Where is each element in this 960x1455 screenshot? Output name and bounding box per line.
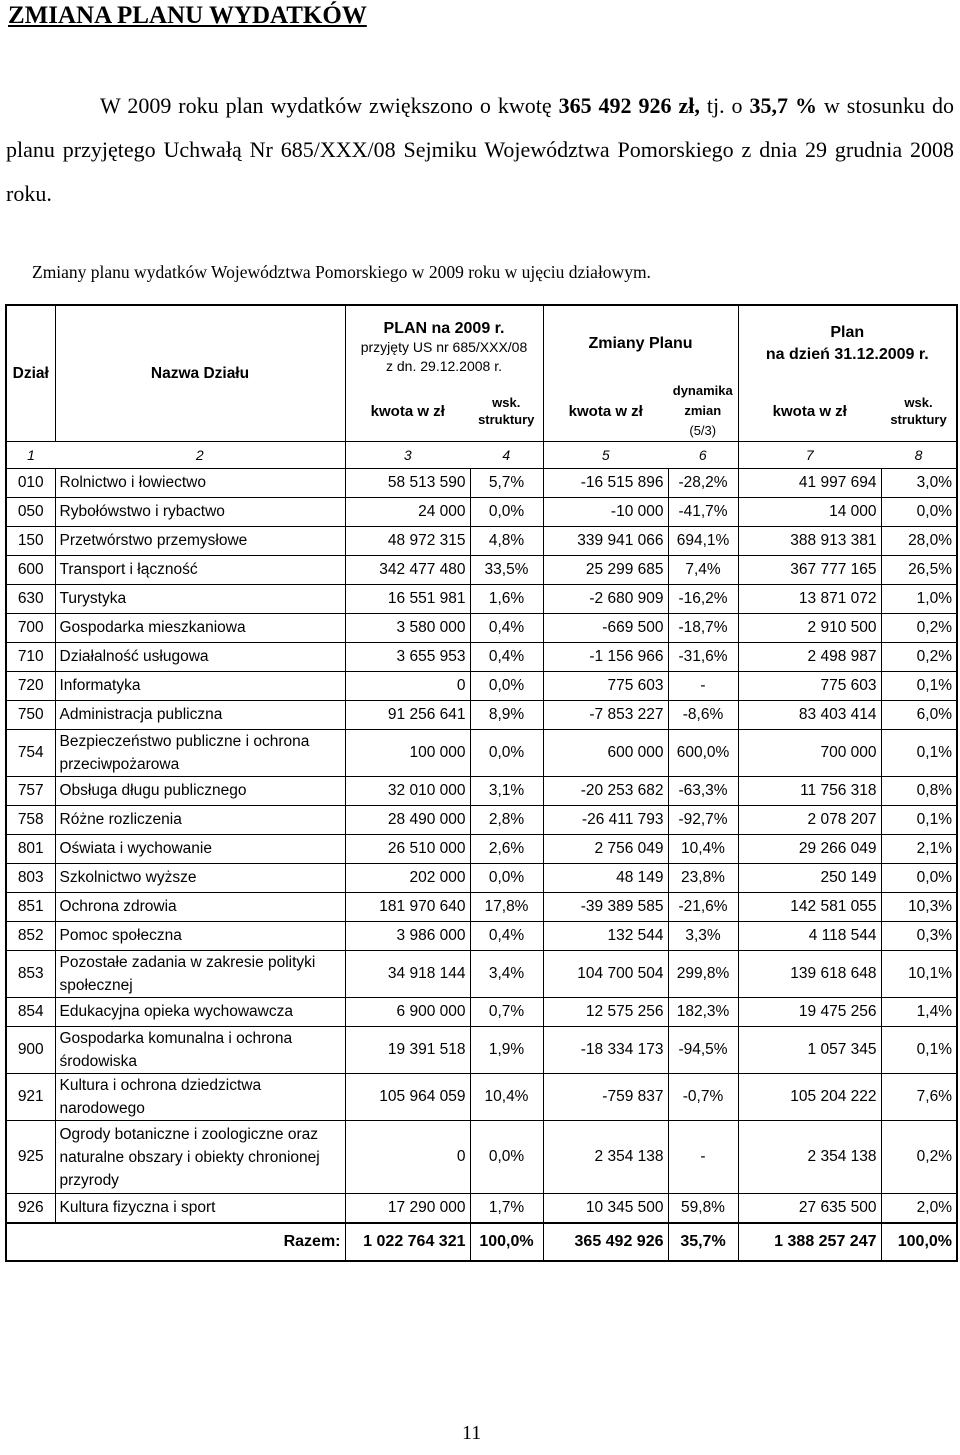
row-plan: 32 010 000	[345, 777, 470, 806]
row-wsk: 1,7%	[470, 1194, 543, 1224]
row-dzial: 900	[6, 1027, 55, 1074]
table-row	[6, 701, 957, 730]
row-plan-end: 14 000	[738, 498, 881, 527]
total-dyn: 35,7%	[668, 1223, 738, 1261]
row-dzial: 750	[6, 701, 55, 730]
row-wsk: 0,4%	[470, 614, 543, 643]
row-nazwa: Pozostałe zadania w zakresie polityki społecznej	[55, 951, 345, 998]
row-dzial: 926	[6, 1194, 55, 1224]
table-row	[6, 527, 957, 556]
row-dzial: 854	[6, 998, 55, 1027]
table-row	[6, 864, 957, 893]
row-wsk: 10,4%	[470, 1074, 543, 1121]
row-plan: 24 000	[345, 498, 470, 527]
table-row	[6, 1194, 957, 1224]
header-wsk-2-line1: wsk.	[904, 395, 933, 410]
row-dynamika: -0,7%	[668, 1074, 738, 1121]
table-row	[6, 469, 957, 498]
table-row	[6, 893, 957, 922]
row-wsk-end: 7,6%	[881, 1074, 957, 1121]
row-wsk-end: 28,0%	[881, 527, 957, 556]
row-nazwa: Gospodarka komunalna i ochrona środowiska	[55, 1027, 345, 1074]
row-dzial: 757	[6, 777, 55, 806]
row-plan: 17 290 000	[345, 1194, 470, 1224]
row-nazwa: Obsługa długu publicznego	[55, 777, 345, 806]
row-plan: 202 000	[345, 864, 470, 893]
row-zmiana: 2 354 138	[543, 1121, 668, 1194]
table-row	[6, 998, 957, 1027]
row-zmiana: 339 941 066	[543, 527, 668, 556]
header-plan-group	[345, 305, 543, 381]
row-dzial: 853	[6, 951, 55, 998]
total-zmiana: 365 492 926	[543, 1223, 668, 1261]
row-zmiana: 2 756 049	[543, 835, 668, 864]
row-wsk-end: 0,2%	[881, 643, 957, 672]
row-wsk: 3,1%	[470, 777, 543, 806]
row-zmiana: -10 000	[543, 498, 668, 527]
row-nazwa: Rybołówstwo i rybactwo	[55, 498, 345, 527]
row-plan-end: 388 913 381	[738, 527, 881, 556]
row-zmiana: 104 700 504	[543, 951, 668, 998]
row-nazwa: Transport i łączność	[55, 556, 345, 585]
table-row	[6, 614, 957, 643]
row-plan-end: 41 997 694	[738, 469, 881, 498]
row-plan-end: 13 871 072	[738, 585, 881, 614]
row-dzial: 801	[6, 835, 55, 864]
row-nazwa: Przetwórstwo przemysłowe	[55, 527, 345, 556]
row-dzial: 010	[6, 469, 55, 498]
total-wsk-end: 100,0%	[881, 1223, 957, 1261]
row-wsk-end: 0,2%	[881, 614, 957, 643]
row-dynamika: 299,8%	[668, 951, 738, 998]
row-zmiana: 132 544	[543, 922, 668, 951]
row-wsk-end: 0,0%	[881, 864, 957, 893]
row-zmiana: 48 149	[543, 864, 668, 893]
row-wsk-end: 1,4%	[881, 998, 957, 1027]
header-wsk-1-line1: wsk.	[492, 395, 521, 410]
row-zmiana: 10 345 500	[543, 1194, 668, 1224]
row-plan-end: 2 498 987	[738, 643, 881, 672]
row-plan-end: 2 078 207	[738, 806, 881, 835]
header-dyn-line2: zmian	[684, 403, 722, 418]
intro-text-2: tj. o	[699, 93, 750, 118]
header-wsk-1-line2: struktury	[478, 412, 535, 427]
row-plan-end: 700 000	[738, 730, 881, 777]
table-row	[6, 672, 957, 701]
table-header	[6, 305, 957, 469]
row-dynamika: -	[668, 672, 738, 701]
col-number: 3	[345, 442, 470, 469]
row-dzial: 150	[6, 527, 55, 556]
row-zmiana: -18 334 173	[543, 1027, 668, 1074]
total-wsk: 100,0%	[470, 1223, 543, 1261]
row-zmiana: -669 500	[543, 614, 668, 643]
row-dzial: 710	[6, 643, 55, 672]
row-wsk-end: 0,2%	[881, 1121, 957, 1194]
header-plan-sub: przyjęty US nr 685/XXX/08	[360, 339, 528, 355]
header-zmiany: Zmiany Planu	[543, 305, 738, 381]
row-wsk-end: 0,0%	[881, 498, 957, 527]
row-wsk: 2,8%	[470, 806, 543, 835]
row-plan: 26 510 000	[345, 835, 470, 864]
row-dynamika: -28,2%	[668, 469, 738, 498]
row-nazwa: Administracja publiczna	[55, 701, 345, 730]
column-number-row	[6, 442, 957, 469]
row-nazwa: Kultura fizyczna i sport	[55, 1194, 345, 1224]
col-number: 2	[55, 442, 345, 469]
row-plan-end: 27 635 500	[738, 1194, 881, 1224]
row-plan-end: 4 118 544	[738, 922, 881, 951]
row-wsk: 0,4%	[470, 922, 543, 951]
row-dynamika: -92,7%	[668, 806, 738, 835]
row-nazwa: Oświata i wychowanie	[55, 835, 345, 864]
row-wsk-end: 0,3%	[881, 922, 957, 951]
header-kwota-1: kwota w zł	[345, 381, 470, 442]
row-nazwa: Gospodarka mieszkaniowa	[55, 614, 345, 643]
row-dzial: 720	[6, 672, 55, 701]
row-plan-end: 19 475 256	[738, 998, 881, 1027]
row-dzial: 754	[6, 730, 55, 777]
row-dynamika: -21,6%	[668, 893, 738, 922]
row-zmiana: -20 253 682	[543, 777, 668, 806]
row-zmiana: 25 299 685	[543, 556, 668, 585]
row-nazwa: Rolnictwo i łowiectwo	[55, 469, 345, 498]
col-number: 1	[6, 442, 55, 469]
row-zmiana: -759 837	[543, 1074, 668, 1121]
total-plan-end: 1 388 257 247	[738, 1223, 881, 1261]
row-wsk: 0,0%	[470, 1121, 543, 1194]
row-plan-end: 775 603	[738, 672, 881, 701]
row-dynamika: -	[668, 1121, 738, 1194]
table-row	[6, 1121, 957, 1194]
row-wsk: 4,8%	[470, 527, 543, 556]
row-dynamika: -16,2%	[668, 585, 738, 614]
row-wsk-end: 0,1%	[881, 1027, 957, 1074]
header-plan-end-group	[738, 305, 957, 381]
table-row	[6, 806, 957, 835]
row-dynamika: -18,7%	[668, 614, 738, 643]
table-row	[6, 951, 957, 998]
row-dynamika: 182,3%	[668, 998, 738, 1027]
row-wsk: 0,0%	[470, 498, 543, 527]
row-zmiana: -26 411 793	[543, 806, 668, 835]
header-dyn-line3: (5/3)	[689, 423, 717, 438]
row-wsk-end: 0,1%	[881, 672, 957, 701]
row-wsk-end: 0,1%	[881, 806, 957, 835]
table-row	[6, 556, 957, 585]
row-wsk: 1,6%	[470, 585, 543, 614]
header-wsk-1	[470, 381, 543, 442]
row-wsk: 0,4%	[470, 643, 543, 672]
total-row	[6, 1223, 957, 1261]
header-wsk-2-line2: struktury	[890, 412, 947, 427]
row-plan: 3 580 000	[345, 614, 470, 643]
intro-amount: 365 492 926 zł,	[558, 93, 700, 118]
header-plan-end-title: Plan	[830, 323, 865, 341]
row-plan-end: 2 354 138	[738, 1121, 881, 1194]
row-wsk: 1,9%	[470, 1027, 543, 1074]
table-subtitle: Zmiany planu wydatków Województwa Pomorskiego w 2009 roku w ujęciu działowym.	[32, 262, 651, 282]
table-row	[6, 1074, 957, 1121]
header-kwota-2: kwota w zł	[543, 381, 668, 442]
row-dynamika: -94,5%	[668, 1027, 738, 1074]
table-row	[6, 777, 957, 806]
row-nazwa: Bezpieczeństwo publiczne i ochrona przeciwpożarowa	[55, 730, 345, 777]
header-nazwa: Nazwa Działu	[55, 305, 345, 442]
intro-paragraph	[6, 84, 954, 216]
row-dynamika: 23,8%	[668, 864, 738, 893]
row-wsk: 0,7%	[470, 998, 543, 1027]
row-plan-end: 2 910 500	[738, 614, 881, 643]
col-number: 7	[738, 442, 881, 469]
row-nazwa: Działalność usługowa	[55, 643, 345, 672]
row-zmiana: 12 575 256	[543, 998, 668, 1027]
header-dynamika	[668, 381, 738, 442]
intro-text-3: w stosunku do planu przyjętego Uchwałą Nr 685/XXX/08 Sejmiku Województwa Pomorskiego z dnia 29 grudnia 2008 roku.	[6, 93, 955, 206]
row-plan-end: 1 057 345	[738, 1027, 881, 1074]
row-plan: 181 970 640	[345, 893, 470, 922]
row-plan: 342 477 480	[345, 556, 470, 585]
header-wsk-2	[881, 381, 957, 442]
row-dynamika: 3,3%	[668, 922, 738, 951]
row-plan: 3 655 953	[345, 643, 470, 672]
row-wsk-end: 10,1%	[881, 951, 957, 998]
header-plan-end-date: na dzień 31.12.2009 r.	[765, 345, 929, 363]
row-wsk-end: 2,1%	[881, 835, 957, 864]
row-zmiana: -39 389 585	[543, 893, 668, 922]
col-number: 5	[543, 442, 668, 469]
row-wsk: 5,7%	[470, 469, 543, 498]
total-plan: 1 022 764 321	[345, 1223, 470, 1261]
header-dyn-line1: dynamika	[672, 383, 733, 398]
row-zmiana: -16 515 896	[543, 469, 668, 498]
row-nazwa: Kultura i ochrona dziedzictwa narodowego	[55, 1074, 345, 1121]
row-dzial: 600	[6, 556, 55, 585]
row-plan: 91 256 641	[345, 701, 470, 730]
row-dynamika: 10,4%	[668, 835, 738, 864]
row-plan-end: 105 204 222	[738, 1074, 881, 1121]
row-plan: 19 391 518	[345, 1027, 470, 1074]
row-dzial: 050	[6, 498, 55, 527]
row-plan-end: 367 777 165	[738, 556, 881, 585]
header-plan-title: PLAN na 2009 r.	[383, 320, 505, 337]
row-plan: 48 972 315	[345, 527, 470, 556]
row-nazwa: Turystyka	[55, 585, 345, 614]
row-dzial: 758	[6, 806, 55, 835]
page-heading: ZMIANA PLANU WYDATKÓW	[8, 2, 367, 29]
intro-text-1: W 2009 roku plan wydatków zwiększono o kwotę	[100, 93, 559, 118]
row-wsk: 17,8%	[470, 893, 543, 922]
table-row	[6, 498, 957, 527]
row-nazwa: Ogrody botaniczne i zoologiczne oraz naturalne obszary i obiekty chronionej przyrody	[55, 1121, 345, 1194]
row-nazwa: Pomoc społeczna	[55, 922, 345, 951]
row-dynamika: 59,8%	[668, 1194, 738, 1224]
row-dynamika: -8,6%	[668, 701, 738, 730]
row-wsk-end: 0,1%	[881, 730, 957, 777]
row-wsk-end: 26,5%	[881, 556, 957, 585]
table-row	[6, 643, 957, 672]
row-zmiana: -7 853 227	[543, 701, 668, 730]
row-dzial: 921	[6, 1074, 55, 1121]
row-wsk-end: 2,0%	[881, 1194, 957, 1224]
row-dzial: 630	[6, 585, 55, 614]
row-zmiana: 775 603	[543, 672, 668, 701]
row-dzial: 852	[6, 922, 55, 951]
col-number: 4	[470, 442, 543, 469]
row-zmiana: -2 680 909	[543, 585, 668, 614]
row-plan: 0	[345, 672, 470, 701]
row-dzial: 803	[6, 864, 55, 893]
row-plan-end: 11 756 318	[738, 777, 881, 806]
row-wsk: 3,4%	[470, 951, 543, 998]
row-nazwa: Edukacyjna opieka wychowawcza	[55, 998, 345, 1027]
row-plan-end: 139 618 648	[738, 951, 881, 998]
expenditure-table	[5, 304, 958, 1262]
page-number: 11	[462, 1422, 482, 1444]
row-plan: 58 513 590	[345, 469, 470, 498]
row-dzial: 700	[6, 614, 55, 643]
row-zmiana: -1 156 966	[543, 643, 668, 672]
expenditure-table-container	[5, 304, 955, 1262]
table-row	[6, 585, 957, 614]
row-plan-end: 250 149	[738, 864, 881, 893]
row-zmiana: 600 000	[543, 730, 668, 777]
row-wsk: 2,6%	[470, 835, 543, 864]
intro-percent: 35,7 %	[749, 93, 817, 118]
col-number: 6	[668, 442, 738, 469]
row-wsk: 0,0%	[470, 672, 543, 701]
row-plan: 100 000	[345, 730, 470, 777]
table-row	[6, 835, 957, 864]
row-nazwa: Ochrona zdrowia	[55, 893, 345, 922]
header-dzial: Dział	[6, 305, 55, 442]
header-plan-date: z dn. 29.12.2008 r.	[386, 358, 502, 374]
row-dynamika: -63,3%	[668, 777, 738, 806]
row-wsk: 8,9%	[470, 701, 543, 730]
row-wsk: 0,0%	[470, 864, 543, 893]
row-nazwa: Informatyka	[55, 672, 345, 701]
row-plan: 0	[345, 1121, 470, 1194]
row-dzial: 851	[6, 893, 55, 922]
row-wsk: 33,5%	[470, 556, 543, 585]
table-row	[6, 730, 957, 777]
row-plan-end: 142 581 055	[738, 893, 881, 922]
row-wsk-end: 10,3%	[881, 893, 957, 922]
row-dynamika: -41,7%	[668, 498, 738, 527]
row-nazwa: Szkolnictwo wyższe	[55, 864, 345, 893]
table-row	[6, 1027, 957, 1074]
table-body	[6, 469, 957, 1224]
col-number: 8	[881, 442, 957, 469]
row-plan: 105 964 059	[345, 1074, 470, 1121]
row-dynamika: 7,4%	[668, 556, 738, 585]
row-dzial: 925	[6, 1121, 55, 1194]
total-label: Razem:	[6, 1223, 345, 1261]
row-wsk: 0,0%	[470, 730, 543, 777]
row-wsk-end: 6,0%	[881, 701, 957, 730]
row-plan: 34 918 144	[345, 951, 470, 998]
row-wsk-end: 0,8%	[881, 777, 957, 806]
table-row	[6, 922, 957, 951]
row-dynamika: 694,1%	[668, 527, 738, 556]
row-wsk-end: 3,0%	[881, 469, 957, 498]
row-plan: 16 551 981	[345, 585, 470, 614]
row-dynamika: -31,6%	[668, 643, 738, 672]
row-plan: 28 490 000	[345, 806, 470, 835]
row-dynamika: 600,0%	[668, 730, 738, 777]
row-plan-end: 29 266 049	[738, 835, 881, 864]
row-plan-end: 83 403 414	[738, 701, 881, 730]
header-kwota-3: kwota w zł	[738, 381, 881, 442]
row-plan: 6 900 000	[345, 998, 470, 1027]
row-nazwa: Różne rozliczenia	[55, 806, 345, 835]
row-wsk-end: 1,0%	[881, 585, 957, 614]
row-plan: 3 986 000	[345, 922, 470, 951]
